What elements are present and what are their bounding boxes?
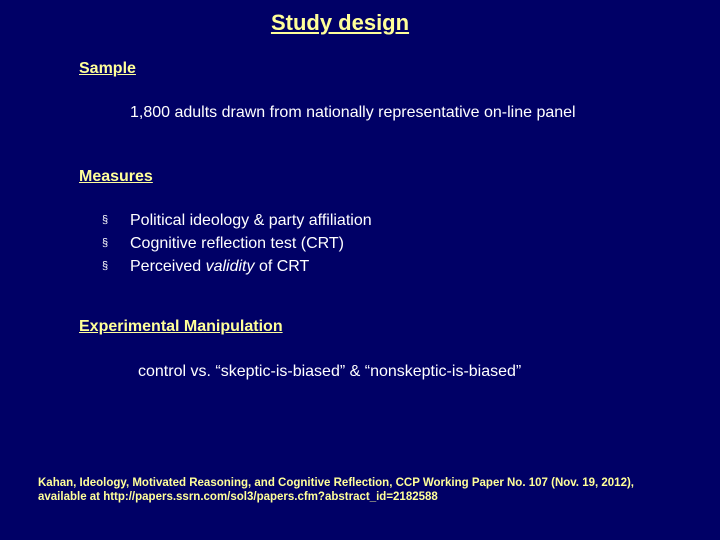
measures-heading: Measures bbox=[79, 168, 153, 185]
measure-text: Cognitive reflection test (CRT) bbox=[130, 235, 344, 252]
list-item bbox=[102, 232, 372, 255]
sample-heading: Sample bbox=[79, 60, 136, 77]
manipulation-heading: Experimental Manipulation bbox=[79, 318, 283, 335]
bullet-icon: § bbox=[102, 214, 109, 226]
citation-line: available at http://papers.ssrn.com/sol3/papers.cfm?abstract_id=2182588 bbox=[38, 491, 438, 503]
sample-text: 1,800 adults drawn from nationally representative on-line panel bbox=[130, 104, 576, 121]
measure-text-after: of CRT bbox=[254, 258, 310, 275]
list-item bbox=[102, 209, 372, 232]
manipulation-text: control vs. “skeptic-is-biased” & “nonskeptic-is-biased” bbox=[138, 363, 522, 380]
slide-title: Study design bbox=[270, 10, 410, 35]
list-item bbox=[102, 255, 372, 278]
bullet-icon: § bbox=[102, 260, 109, 272]
measure-text-italic: validity bbox=[205, 258, 255, 275]
measures-list bbox=[102, 209, 372, 278]
measure-text: Political ideology & party affiliation bbox=[130, 212, 372, 229]
measure-text-before: Perceived bbox=[130, 258, 206, 275]
citation bbox=[38, 476, 678, 504]
citation-line: Kahan, Ideology, Motivated Reasoning, and Cognitive Reflection, CCP Working Paper No. 107 (Nov. 19, 2012), bbox=[38, 477, 634, 489]
bullet-icon: § bbox=[102, 237, 109, 249]
